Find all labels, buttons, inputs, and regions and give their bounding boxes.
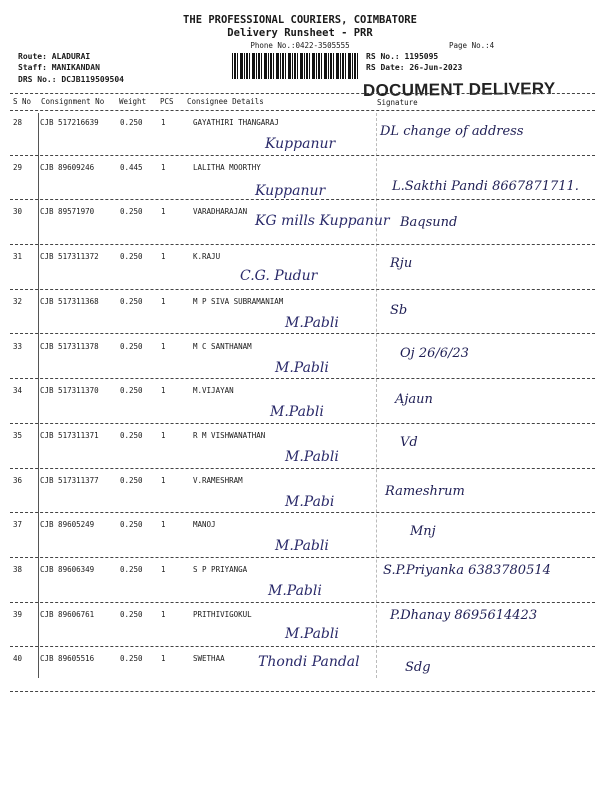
signature-mark: S.P.Priyanka 6383780514 bbox=[383, 563, 551, 578]
serial-number: 38 bbox=[13, 565, 23, 574]
row-divider bbox=[10, 289, 595, 290]
weight-value: 0.250 bbox=[120, 207, 143, 217]
consignee-name: SWETHAA bbox=[193, 654, 225, 664]
weight-value: 0.250 bbox=[120, 475, 143, 485]
page-number: Page No.:4 bbox=[449, 41, 495, 50]
consignee-name: LALITHA MOORTHY bbox=[193, 162, 261, 172]
divider bbox=[10, 110, 595, 111]
serial-number: 29 bbox=[13, 162, 23, 172]
consignee-name: VARADHARAJAN bbox=[193, 207, 248, 217]
serial-number: 34 bbox=[13, 386, 23, 396]
handwritten-place: M.Pabli bbox=[270, 404, 324, 421]
weight-value: 0.250 bbox=[120, 609, 143, 619]
consignee-name: PRITHIVIGOKUL bbox=[193, 609, 252, 619]
signature-mark: Vd bbox=[400, 434, 418, 450]
table-row bbox=[0, 201, 600, 245]
col-signature: Signature bbox=[377, 98, 418, 107]
consignee-name: S P PRIYANGA bbox=[193, 565, 248, 574]
pieces-count: 1 bbox=[161, 341, 166, 351]
consignment-number: CJB 517311372 bbox=[40, 252, 99, 262]
weight-value: 0.250 bbox=[120, 386, 143, 396]
handwritten-place: M.Pabli bbox=[275, 359, 329, 376]
row-divider bbox=[10, 155, 595, 156]
consignee-name: M P SIVA SUBRAMANIAM bbox=[193, 296, 284, 306]
weight-value: 0.250 bbox=[120, 296, 143, 306]
col-consignee: Consignee Details bbox=[187, 97, 264, 106]
table-row bbox=[0, 112, 600, 156]
row-divider bbox=[10, 691, 595, 692]
sheet-subtitle: Delivery Runsheet - PRR bbox=[227, 27, 373, 39]
consignee-name: M C SANTHANAM bbox=[193, 341, 252, 351]
signature-mark: Sdg bbox=[405, 660, 431, 676]
pieces-count: 1 bbox=[161, 118, 166, 127]
table-row bbox=[0, 604, 600, 648]
row-divider bbox=[10, 468, 595, 469]
signature-mark: Rju bbox=[390, 256, 413, 272]
table-row bbox=[0, 559, 600, 603]
consignment-number: CJB 89605249 bbox=[40, 520, 95, 530]
serial-number: 37 bbox=[13, 520, 23, 530]
drs-number: DRS No.: DCJB119509504 bbox=[18, 75, 124, 84]
row-divider bbox=[10, 602, 595, 603]
table-row bbox=[0, 514, 600, 558]
table-row bbox=[0, 425, 600, 469]
signature-mark: Oj 26/6/23 bbox=[400, 345, 469, 361]
signature-mark: Mnj bbox=[410, 524, 436, 540]
row-divider bbox=[10, 646, 595, 647]
rs-date: RS Date: 26-Jun-2023 bbox=[366, 63, 463, 72]
pieces-count: 1 bbox=[161, 475, 166, 485]
signature-mark: DL change of address bbox=[380, 124, 524, 139]
table-header bbox=[0, 96, 600, 110]
signature-mark: P.Dhanay 8695614423 bbox=[390, 607, 538, 623]
pieces-count: 1 bbox=[161, 609, 166, 619]
consignee-name: MANOJ bbox=[193, 520, 216, 530]
table-row bbox=[0, 157, 600, 201]
serial-number: 36 bbox=[13, 475, 23, 485]
serial-number: 33 bbox=[13, 341, 23, 351]
handwritten-place: Kuppanur bbox=[255, 182, 326, 199]
col-sno: S No bbox=[13, 97, 32, 106]
handwritten-place: M.Pabi bbox=[285, 493, 335, 510]
row-divider bbox=[10, 199, 595, 200]
rs-number: RS No.: 1195095 bbox=[366, 52, 439, 61]
pieces-count: 1 bbox=[161, 430, 166, 440]
weight-value: 0.250 bbox=[120, 520, 143, 530]
consignment-number: CJB 517311370 bbox=[40, 386, 99, 396]
divider bbox=[10, 93, 595, 94]
signature-mark: Ajaun bbox=[395, 392, 433, 408]
weight-value: 0.250 bbox=[120, 654, 143, 664]
weight-value: 0.250 bbox=[120, 430, 143, 440]
pieces-count: 1 bbox=[161, 565, 166, 574]
serial-number: 30 bbox=[13, 207, 23, 217]
handwritten-place: M.Pabli bbox=[268, 583, 322, 599]
row-divider bbox=[10, 423, 595, 424]
pieces-count: 1 bbox=[161, 654, 166, 664]
handwritten-place: Thondi Pandal bbox=[258, 654, 360, 671]
consignment-number: CJB 517216639 bbox=[40, 118, 99, 127]
handwritten-place: M.Pabli bbox=[285, 625, 339, 642]
signature-mark: Rameshrum bbox=[385, 483, 465, 499]
weight-value: 0.250 bbox=[120, 252, 143, 262]
table-row bbox=[0, 246, 600, 290]
col-pcs: PCS bbox=[160, 97, 174, 106]
serial-number: 31 bbox=[13, 252, 23, 262]
staff-label: Staff: MANIKANDAN bbox=[18, 63, 100, 72]
handwritten-place: M.Pabli bbox=[275, 538, 329, 555]
col-weight: Weight bbox=[119, 97, 147, 106]
serial-number: 32 bbox=[13, 296, 23, 306]
pieces-count: 1 bbox=[161, 162, 166, 172]
weight-value: 0.250 bbox=[120, 341, 143, 351]
handwritten-place: C.G. Pudur bbox=[240, 268, 318, 285]
handwritten-place: M.Pabli bbox=[285, 448, 339, 465]
weight-value: 0.250 bbox=[120, 565, 143, 574]
signature-mark: L.Sakthi Pandi 8667871711. bbox=[392, 178, 579, 194]
signature-mark: Baqsund bbox=[400, 215, 458, 231]
row-divider bbox=[10, 244, 595, 245]
phone-number: Phone No.:0422-3505555 bbox=[250, 41, 350, 50]
pieces-count: 1 bbox=[161, 386, 166, 396]
route-label: Route: ALADURAI bbox=[18, 52, 91, 61]
document-delivery-stamp: DOCUMENT DELIVERY bbox=[362, 78, 556, 101]
consignment-number: CJB 89606349 bbox=[40, 565, 95, 574]
row-divider bbox=[10, 512, 595, 513]
barcode-image bbox=[232, 53, 360, 79]
weight-value: 0.445 bbox=[120, 162, 143, 172]
consignment-number: CJB 89571970 bbox=[40, 207, 95, 217]
consignee-name: V.RAMESHRAM bbox=[193, 475, 243, 485]
weight-value: 0.250 bbox=[120, 118, 143, 127]
handwritten-place: Kuppanur bbox=[265, 136, 336, 152]
row-divider bbox=[10, 557, 595, 558]
consignment-number: CJB 517311377 bbox=[40, 475, 99, 485]
consignment-number: CJB 89606761 bbox=[40, 609, 95, 619]
pieces-count: 1 bbox=[161, 252, 166, 262]
table-row bbox=[0, 470, 600, 514]
signature-mark: Sb bbox=[390, 302, 408, 318]
consignment-number: CJB 89605516 bbox=[40, 654, 95, 664]
pieces-count: 1 bbox=[161, 296, 166, 306]
consignment-number: CJB 517311378 bbox=[40, 341, 99, 351]
serial-number: 28 bbox=[13, 118, 23, 127]
table-row bbox=[0, 648, 600, 692]
company-title: THE PROFESSIONAL COURIERS, COIMBATORE bbox=[183, 14, 417, 26]
row-divider bbox=[10, 378, 595, 379]
pieces-count: 1 bbox=[161, 207, 166, 217]
table-row bbox=[0, 380, 600, 424]
handwritten-place: KG mills Kuppanur bbox=[255, 213, 390, 230]
serial-number: 40 bbox=[13, 654, 23, 664]
table-row bbox=[0, 291, 600, 335]
serial-number: 35 bbox=[13, 430, 23, 440]
consignment-number: CJB 517311368 bbox=[40, 296, 99, 306]
consignee-name: K.RAJU bbox=[193, 252, 221, 262]
consignee-name: R M VISHWANATHAN bbox=[193, 430, 266, 440]
col-consignment: Consignment No bbox=[41, 97, 105, 106]
consignee-name: GAYATHIRI THANGARAJ bbox=[193, 118, 279, 127]
handwritten-place: M.Pabli bbox=[285, 314, 339, 331]
serial-number: 39 bbox=[13, 609, 23, 619]
consignment-number: CJB 517311371 bbox=[40, 430, 99, 440]
consignment-number: CJB 89609246 bbox=[40, 162, 95, 172]
pieces-count: 1 bbox=[161, 520, 166, 530]
table-row bbox=[0, 336, 600, 380]
row-divider bbox=[10, 333, 595, 334]
consignee-name: M.VIJAYAN bbox=[193, 386, 234, 396]
